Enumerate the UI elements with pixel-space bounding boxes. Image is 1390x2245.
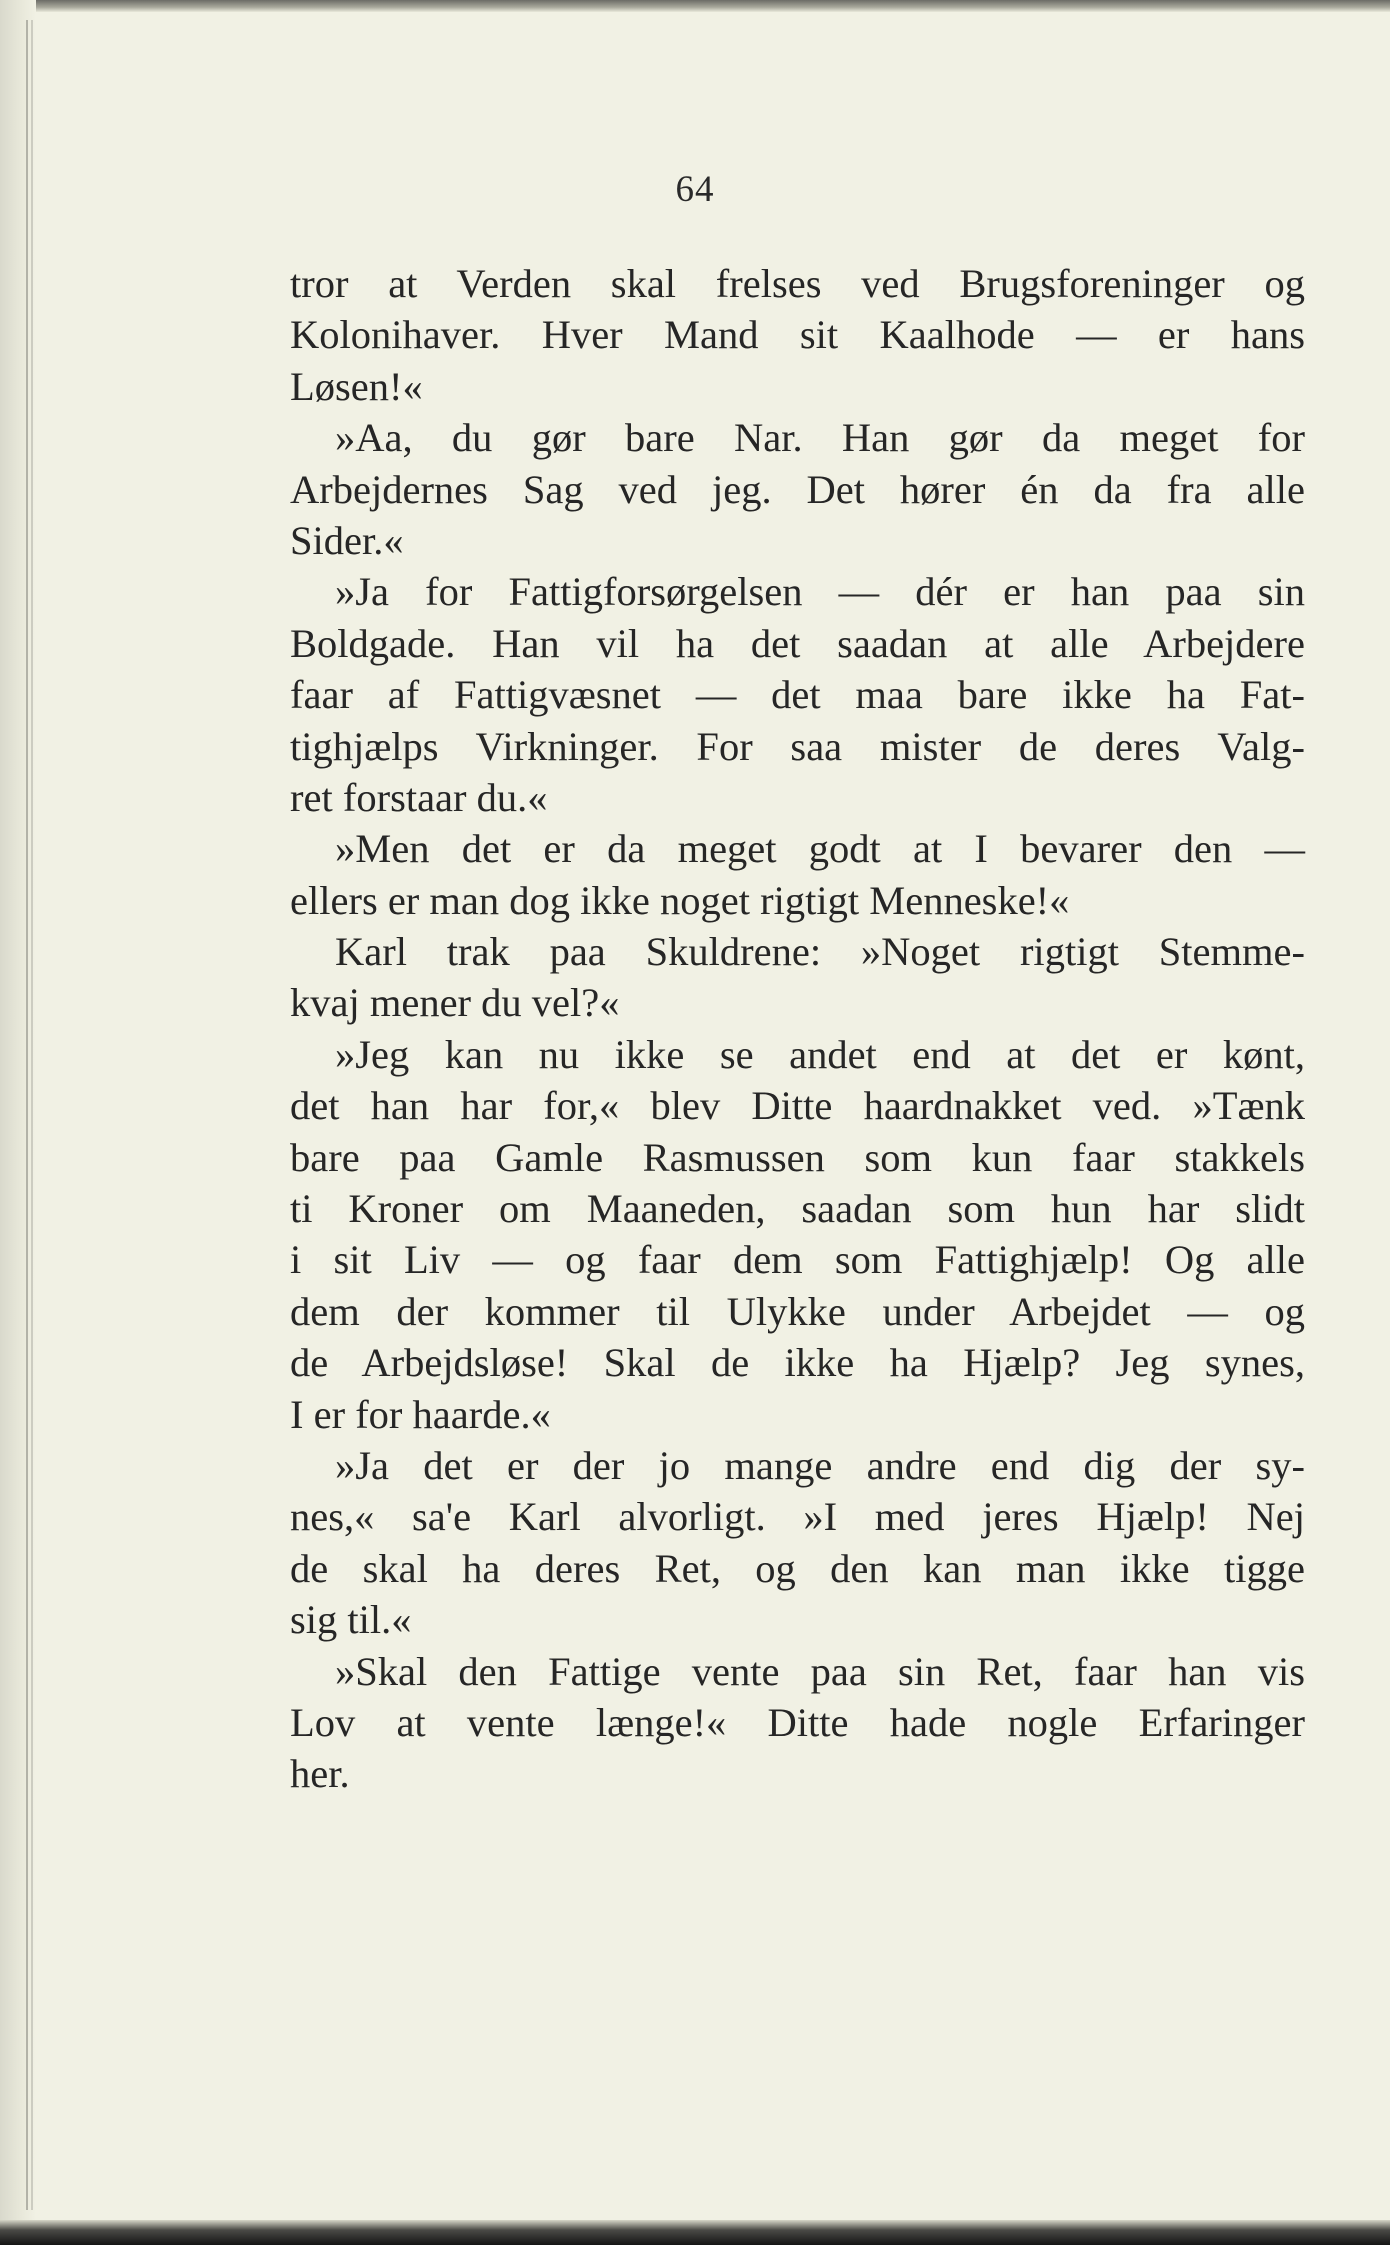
text-line: det han har for,« blev Ditte haardnakket ved. »Tænk — [290, 1083, 1305, 1129]
text-line: tighjælps Virkninger. For saa mister de deres Valg- — [290, 723, 1305, 769]
text-line: Kolonihaver. Hver Mand sit Kaalhode — er hans — [290, 312, 1305, 358]
text-line: »Skal den Fattige vente paa sin Ret, faar han vis — [335, 1648, 1305, 1694]
binding-rule — [31, 20, 33, 2210]
text-line: faar af Fattigvæsnet — det maa bare ikke ha Fat- — [290, 672, 1305, 718]
text-line: nes,« sa'e Karl alvorligt. »I med jeres Hjælp! Nej — [290, 1494, 1305, 1540]
text-line: i sit Liv — og faar dem som Fattighjælp! Og alle — [290, 1237, 1305, 1283]
page-number: 64 — [675, 169, 715, 210]
binding-rule — [26, 20, 28, 2210]
text-line: Karl trak paa Skuldrene: »Noget rigtigt Stemme- — [335, 929, 1305, 975]
text-line: de skal ha deres Ret, og den kan man ikke tigge — [290, 1545, 1305, 1591]
text-line: I er for haarde.« — [290, 1391, 551, 1437]
text-line: »Ja det er der jo mange andre end dig der sy- — [335, 1442, 1305, 1488]
text-line: Boldgade. Han vil ha det saadan at alle Arbejdere — [290, 620, 1305, 666]
text-line: »Men det er da meget godt at I bevarer den — — [335, 826, 1305, 872]
body-text — [290, 258, 1305, 1800]
text-line: »Ja for Fattigforsørgelsen — dér er han paa sin — [335, 569, 1305, 615]
text-line: ellers er man dog ikke noget rigtigt Menneske!« — [290, 877, 1070, 923]
text-line: »Jeg kan nu ikke se andet end at det er kønt, — [335, 1031, 1305, 1077]
text-line: ret forstaar du.« — [290, 774, 548, 820]
text-line: de Arbejdsløse! Skal de ikke ha Hjælp? Jeg synes, — [290, 1340, 1305, 1386]
text-line: tror at Verden skal frelses ved Brugsforeninger og — [290, 261, 1305, 306]
page-bottom-edge — [0, 2220, 1390, 2245]
text-line: »Aa, du gør bare Nar. Han gør da meget for — [335, 415, 1305, 461]
text-line: kvaj mener du vel?« — [290, 980, 620, 1026]
page-top-edge — [0, 0, 1390, 12]
text-line: Arbejdernes Sag ved jeg. Det hører én da fra alle — [290, 466, 1305, 512]
text-line: bare paa Gamle Rasmussen som kun faar stakkels — [290, 1134, 1305, 1180]
text-line: Løsen!« — [290, 363, 423, 409]
text-line: Sider.« — [290, 517, 404, 563]
text-line: her. — [290, 1751, 350, 1797]
text-line: Lov at vente længe!« Ditte hade nogle Erfaringer — [290, 1699, 1305, 1745]
text-line: ti Kroner om Maaneden, saadan som hun har slidt — [290, 1186, 1305, 1232]
text-line: dem der kommer til Ulykke under Arbejdet — og — [290, 1288, 1305, 1334]
text-line: sig til.« — [290, 1597, 412, 1643]
